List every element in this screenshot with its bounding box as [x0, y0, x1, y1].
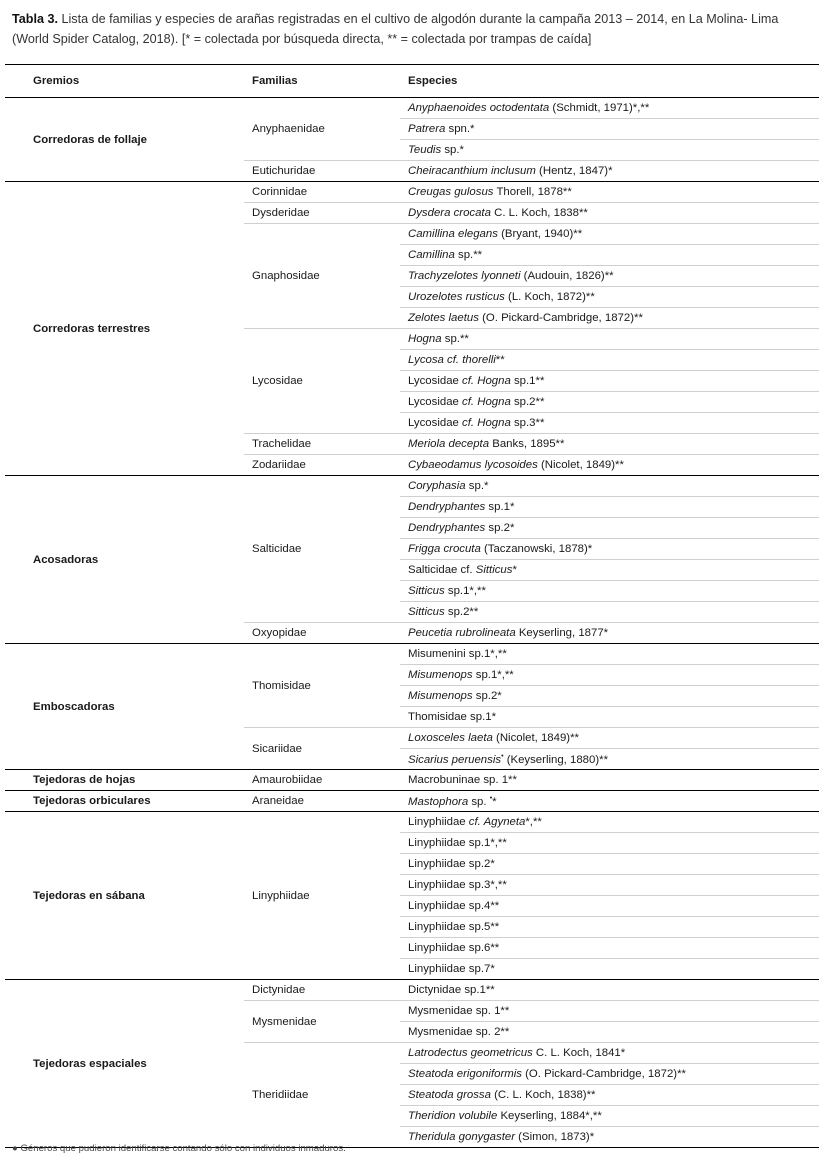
species-name-italic: Misumenops — [408, 669, 473, 681]
especie-cell — [400, 329, 819, 350]
species-name-italic: Peucetia rubrolineata — [408, 627, 516, 639]
especie-cell — [400, 1085, 819, 1106]
species-text: Dictynidae sp.1** — [408, 984, 495, 996]
familia-cell: Araneidae — [244, 791, 400, 812]
especie-cell — [400, 539, 819, 560]
species-text: sp.1*,** — [472, 669, 514, 681]
gremio-cell: Tejedoras en sábana — [5, 812, 244, 980]
table-caption — [12, 9, 812, 49]
species-text: (Nicolet, 1849)** — [537, 459, 624, 471]
header-especies: Especies — [400, 65, 819, 98]
species-name-italic: Teudis — [408, 144, 442, 156]
species-text: (Simon, 1873)* — [515, 1131, 595, 1143]
species-text: Mysmenidae sp. 2** — [408, 1026, 510, 1038]
gremio-cell: Acosadoras — [5, 476, 244, 644]
species-text: sp.1** — [510, 375, 545, 387]
species-name-italic: Frigga crocuta — [408, 543, 481, 555]
species-name-italic: Sicarius peruensis — [408, 753, 502, 766]
familia-cell: Trachelidae — [244, 434, 400, 455]
species-text: (Audouin, 1826)** — [520, 270, 614, 282]
especie-cell — [400, 413, 819, 434]
species-name-italic: Loxosceles laeta — [408, 732, 493, 744]
especie-cell — [400, 770, 819, 791]
species-name-italic: Coryphasia — [408, 480, 466, 492]
especie-cell — [400, 665, 819, 686]
species-text: Keyserling, 1884*,** — [497, 1110, 602, 1122]
species-text: (L. Koch, 1872)** — [504, 291, 595, 303]
species-text: sp.1* — [485, 501, 515, 513]
especie-cell — [400, 371, 819, 392]
species-text: • — [489, 794, 493, 802]
gremio-cell: Corredoras de follaje — [5, 98, 244, 182]
species-text: Macrobuninae sp. 1** — [408, 774, 517, 786]
species-text: Misumenini sp.1*,** — [408, 648, 507, 660]
gremio-cell: Tejedoras orbiculares — [5, 791, 244, 812]
table-row — [5, 980, 819, 1001]
species-text: sp.2* — [472, 690, 502, 702]
especie-cell — [400, 497, 819, 518]
especie-cell — [400, 245, 819, 266]
species-name-italic: Lycosa cf. thorelli — [408, 354, 496, 366]
especie-cell — [400, 791, 819, 812]
species-text: ** — [495, 354, 505, 366]
species-text: spn.* — [445, 123, 475, 135]
especie-cell — [400, 938, 819, 959]
species-name-italic: Steatoda erigoniformis — [408, 1068, 522, 1080]
table-row — [5, 644, 819, 665]
species-text: (C. L. Koch, 1838)** — [490, 1089, 596, 1101]
especie-cell — [400, 266, 819, 287]
species-text: • — [501, 752, 504, 760]
species-text: * — [512, 564, 517, 576]
species-name-italic: Camillina elegans — [408, 228, 498, 240]
species-text: C. L. Koch, 1838** — [490, 207, 588, 219]
species-name-italic: Cheiracanthium inclusum — [408, 165, 536, 177]
species-name-italic: Trachyzelotes lyonneti — [408, 270, 521, 282]
species-name-italic: Creugas gulosus — [408, 186, 494, 198]
especie-cell — [400, 602, 819, 623]
familia-cell: Dictynidae — [244, 980, 400, 1001]
familia-cell: Theridiidae — [244, 1043, 400, 1148]
species-text: Keyserling, 1877* — [515, 627, 609, 639]
species-text: (Bryant, 1940)** — [497, 228, 583, 240]
table-body — [5, 98, 819, 1148]
especie-cell — [400, 476, 819, 497]
species-text: Lycosidae — [408, 396, 463, 408]
species-text: Linyphiidae sp.4** — [408, 900, 500, 912]
especie-cell — [400, 917, 819, 938]
footnote: ● Géneros que pudieron identificarse contando sólo con individuos inmaduros. — [12, 1143, 346, 1154]
species-text: (Taczanowski, 1878)* — [480, 543, 593, 555]
especie-cell — [400, 308, 819, 329]
gremio-cell: Corredoras terrestres — [5, 182, 244, 476]
familia-cell: Dysderidae — [244, 203, 400, 224]
table-row — [5, 812, 819, 833]
familia-cell: Gnaphosidae — [244, 224, 400, 329]
familia-cell: Thomisidae — [244, 644, 400, 728]
especie-cell — [400, 287, 819, 308]
species-text: sp.* — [441, 144, 464, 156]
species-text: (Nicolet, 1849)** — [492, 732, 579, 744]
especie-cell — [400, 1064, 819, 1085]
species-text: (Hentz, 1847)* — [535, 165, 613, 177]
species-text: Linyphiidae sp.7* — [408, 963, 495, 975]
table-row — [5, 770, 819, 791]
species-name-italic: Mastophora — [408, 795, 469, 808]
gremio-cell: Emboscadoras — [5, 644, 244, 770]
species-text: sp.2** — [510, 396, 545, 408]
especie-cell — [400, 1001, 819, 1022]
especie-cell — [400, 980, 819, 1001]
table-header-row — [5, 65, 819, 98]
species-text: C. L. Koch, 1841* — [532, 1047, 626, 1059]
especie-cell — [400, 812, 819, 833]
especie-cell — [400, 455, 819, 476]
especie-cell — [400, 875, 819, 896]
especie-cell — [400, 1043, 819, 1064]
species-name-italic: Sitticus — [475, 564, 513, 576]
familia-cell: Lycosidae — [244, 329, 400, 434]
gremio-cell: Tejedoras espaciales — [5, 980, 244, 1148]
species-text: Banks, 1895** — [489, 438, 565, 450]
especie-cell — [400, 560, 819, 581]
species-name-italic: Sitticus — [408, 606, 445, 618]
species-text: sp.3** — [510, 417, 545, 429]
species-name-italic: Latrodectus geometricus — [408, 1047, 533, 1059]
species-name-italic: Steatoda grossa — [408, 1089, 491, 1101]
especie-cell — [400, 434, 819, 455]
especie-cell — [400, 707, 819, 728]
header-gremios: Gremios — [5, 65, 244, 98]
spider-species-table — [5, 64, 819, 1148]
especie-cell — [400, 350, 819, 371]
species-text: Thomisidae sp.1* — [408, 711, 497, 723]
familia-cell: Sicariidae — [244, 728, 400, 770]
especie-cell — [400, 623, 819, 644]
especie-cell — [400, 833, 819, 854]
especie-cell — [400, 161, 819, 182]
species-text: sp.** — [441, 333, 469, 345]
especie-cell — [400, 581, 819, 602]
species-text: Mysmenidae sp. 1** — [408, 1005, 510, 1017]
species-name-italic: Urozelotes rusticus — [408, 291, 505, 303]
especie-cell — [400, 140, 819, 161]
especie-cell — [400, 98, 819, 119]
species-text: sp.1*,** — [444, 585, 486, 597]
especie-cell — [400, 518, 819, 539]
species-name-italic: Dendryphantes — [408, 522, 486, 534]
familia-cell: Zodariidae — [244, 455, 400, 476]
species-text: Linyphiidae sp.3*,** — [408, 879, 507, 891]
species-name-italic: Sitticus — [408, 585, 445, 597]
species-text: (Keyserling, 1880)** — [503, 753, 608, 766]
species-text: sp.2* — [485, 522, 515, 534]
species-text: (O. Pickard-Cambridge, 1872)** — [521, 1068, 686, 1080]
species-text: * — [492, 795, 497, 808]
especie-cell — [400, 686, 819, 707]
species-name-italic: Theridula gonygaster — [408, 1131, 516, 1143]
species-name-italic: cf. Agyneta — [468, 816, 526, 828]
table-row — [5, 182, 819, 203]
especie-cell — [400, 728, 819, 749]
species-text: Lycosidae — [408, 375, 463, 387]
species-name-italic: Camillina — [408, 249, 455, 261]
familia-cell: Mysmenidae — [244, 1001, 400, 1043]
header-familias: Familias — [244, 65, 400, 98]
species-name-italic: Dysdera crocata — [408, 207, 491, 219]
species-name-italic: cf. Hogna — [462, 375, 511, 387]
especie-cell — [400, 392, 819, 413]
familia-cell: Linyphiidae — [244, 812, 400, 980]
table-row — [5, 98, 819, 119]
species-text: sp.** — [454, 249, 483, 261]
especie-cell — [400, 1106, 819, 1127]
familia-cell: Corinnidae — [244, 182, 400, 203]
species-text: *,** — [525, 816, 542, 828]
table-label: Tabla 3. — [12, 12, 58, 26]
especie-cell — [400, 896, 819, 917]
species-text: Linyphiidae — [408, 816, 469, 828]
species-text: (O. Pickard-Cambridge, 1872)** — [478, 312, 643, 324]
familia-cell: Amaurobiidae — [244, 770, 400, 791]
especie-cell — [400, 1022, 819, 1043]
species-text: Salticidae cf. — [408, 564, 476, 576]
species-name-italic: Theridion volubile — [408, 1110, 498, 1122]
species-text: Linyphiidae sp.6** — [408, 942, 500, 954]
gremio-cell: Tejedoras de hojas — [5, 770, 244, 791]
especie-cell — [400, 224, 819, 245]
species-name-italic: Meriola decepta — [408, 438, 490, 450]
species-text: Linyphiidae sp.1*,** — [408, 837, 507, 849]
species-name-italic: Patrera — [408, 123, 446, 135]
species-name-italic: cf. Hogna — [462, 417, 511, 429]
species-text: (Schmidt, 1971)*,** — [549, 102, 650, 114]
species-name-italic: cf. Hogna — [462, 396, 511, 408]
especie-cell — [400, 959, 819, 980]
caption-text: Lista de familias y especies de arañas registradas en el cultivo de algodón durante la campaña 2013 – 2014, en La Molina- Lima (World Spider Catalog, 2018). [* = colectada por búsqueda directa, ** = colectada por trampas de caída] — [12, 12, 779, 46]
especie-cell — [400, 1127, 819, 1148]
especie-cell — [400, 203, 819, 224]
especie-cell — [400, 119, 819, 140]
species-text: sp. — [468, 795, 490, 808]
species-name-italic: Dendryphantes — [408, 501, 486, 513]
species-text: Linyphiidae sp.2* — [408, 858, 495, 870]
especie-cell — [400, 644, 819, 665]
species-text: Thorell, 1878** — [493, 186, 572, 198]
species-name-italic: Hogna — [408, 333, 442, 345]
species-name-italic: Misumenops — [408, 690, 473, 702]
familia-cell: Anyphaenidae — [244, 98, 400, 161]
table-row — [5, 476, 819, 497]
familia-cell: Oxyopidae — [244, 623, 400, 644]
especie-cell — [400, 749, 819, 770]
table-row — [5, 791, 819, 812]
familia-cell: Salticidae — [244, 476, 400, 623]
species-text: Lycosidae — [408, 417, 463, 429]
species-text: sp.2** — [444, 606, 479, 618]
species-name-italic: Anyphaenoides octodentata — [408, 102, 550, 114]
especie-cell — [400, 182, 819, 203]
species-text: Linyphiidae sp.5** — [408, 921, 500, 933]
species-name-italic: Cybaeodamus lycosoides — [408, 459, 538, 471]
species-text: sp.* — [465, 480, 489, 492]
familia-cell: Eutichuridae — [244, 161, 400, 182]
especie-cell — [400, 854, 819, 875]
species-name-italic: Zelotes laetus — [408, 312, 479, 324]
